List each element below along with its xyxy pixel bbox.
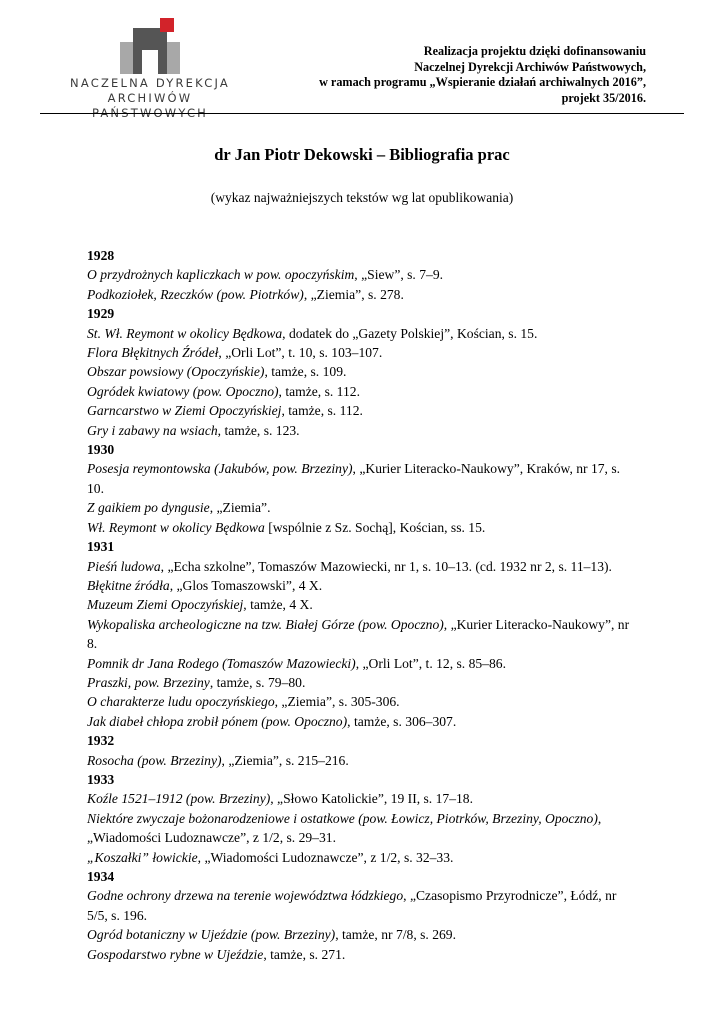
entry-title: Gry i zabawy na wsiach — [87, 422, 218, 438]
entry-details: , „Orli Lot”, t. 10, s. 103–107. — [218, 345, 383, 361]
bibliography-entry — [87, 595, 637, 614]
entry-title: Muzeum Ziemi Opoczyńskiej — [87, 597, 244, 613]
funding-line: projekt 35/2016. — [561, 90, 646, 105]
bibliography-entry — [87, 459, 637, 498]
entry-details: , „Kurier Literacko-Naukowy”, nr 8. — [87, 616, 630, 652]
bibliography-entry — [87, 789, 637, 808]
entry-details: [wspólnie z Sz. Sochą], Kościan, ss. 15. — [264, 519, 486, 535]
bibliography-entry — [87, 886, 637, 925]
entry-title: Ogród botaniczny w Ujeździe (pow. Brzeziny) — [87, 927, 336, 943]
header-divider — [40, 113, 684, 114]
logo-text — [60, 76, 240, 121]
bibliography-entry — [87, 945, 637, 964]
entry-details: , tamże, s. 112. — [278, 383, 360, 399]
entry-title: Garncarstwo w Ziemi Opoczyńskiej — [87, 403, 282, 419]
funding-line: Naczelnej Dyrekcji Archiwów Państwowych, — [414, 59, 646, 74]
bibliography-entry — [87, 518, 637, 537]
archive-building-logo-icon — [120, 18, 180, 76]
year-heading: 1933 — [87, 771, 115, 787]
entry-details: , „Kurier Literacko-Naukowy”, Kraków, nr 17, s. 10. — [87, 461, 621, 496]
entry-title: Posesja reymontowska (Jakubów, pow. Brzeziny) — [87, 461, 353, 477]
entry-details: , „Wiadomości Ludoznawcze”, z 1/2, s. 29–31. — [87, 810, 602, 846]
entry-title: O charakterze ludu opoczyńskiego — [87, 694, 275, 710]
logo-pillar-right-dark — [158, 50, 167, 74]
entry-title: Wykopaliska archeologiczne na tzw. Białej Górze (pow. Opoczno) — [87, 616, 444, 632]
entry-title: Gospodarstwo rybne w Ujeździe — [87, 946, 264, 962]
entry-title: Flora Błękitnych Źródeł — [87, 345, 219, 361]
entry-details: , „Siew”, s. 7–9. — [354, 267, 444, 283]
entry-title: Praszki, pow. Brzeziny — [87, 674, 210, 690]
logo-text-line1: NACZELNA DYREKCJA — [70, 76, 230, 90]
bibliography-entry — [87, 809, 637, 848]
entry-details: , tamże, nr 7/8, s. 269. — [335, 927, 456, 943]
bibliography-entry — [87, 421, 637, 440]
year-heading: 1929 — [87, 306, 115, 322]
entry-title: St. Wł. Reymont w okolicy Będkowa — [87, 325, 283, 341]
logo-pillar-right-light — [167, 42, 180, 74]
year-heading: 1928 — [87, 248, 115, 263]
bibliography-entry — [87, 692, 637, 711]
bibliography-entry — [87, 712, 637, 731]
bibliography-entry — [87, 343, 637, 362]
entry-details: , tamże, s. 271. — [263, 946, 346, 962]
entry-title: O przydrożnych kapliczkach w pow. opoczyńskim — [87, 267, 355, 283]
logo-text-line2: ARCHIWÓW PAŃSTWOWYCH — [91, 91, 209, 120]
bibliography-entry — [87, 673, 637, 692]
bibliography-entry — [87, 324, 637, 343]
page-title: dr Jan Piotr Dekowski – Bibliografia prac — [214, 145, 510, 164]
bibliography-entry — [87, 576, 637, 595]
funding-line: Realizacja projektu dzięki dofinansowaniu — [423, 44, 646, 58]
entry-details: , „Czasopismo Przyrodnicze”, Łódź, nr 5/5, s. 196. — [87, 888, 617, 923]
bibliography-entry — [87, 285, 637, 304]
entry-details: , tamże, s. 79–80. — [209, 674, 306, 690]
funding-note — [246, 44, 646, 106]
entry-details: , „Ziemia”, s. 278. — [303, 286, 404, 302]
bibliography-list — [87, 246, 637, 964]
entry-title: Godne ochrony drzewa na terenie województwa łódzkiego — [87, 888, 404, 904]
entry-title: Jak diabeł chłopa zrobił pónem (pow. Opoczno) — [87, 713, 348, 729]
entry-title: Pomnik dr Jana Rodego (Tomaszów Mazowiecki) — [87, 655, 356, 671]
entry-title: Obszar powsiowy (Opoczyńskie) — [87, 364, 265, 380]
entry-details: , „Orli Lot”, t. 12, s. 85–86. — [355, 655, 506, 671]
entry-title: Podkoziołek, Rzeczków (pow. Piotrków) — [87, 286, 304, 302]
entry-details: , tamże, s. 123. — [217, 422, 300, 438]
logo-pillar-left-light — [120, 42, 133, 74]
year-heading: 1932 — [87, 733, 115, 749]
bibliography-entry — [87, 615, 637, 654]
archive-logo — [60, 18, 240, 120]
entry-details: , tamże, s. 112. — [281, 403, 363, 419]
entry-title: Niektóre zwyczaje bożonarodzeniowe i ostatkowe (pow. Łowicz, Piotrków, Brzeziny, Opoczno) — [87, 810, 598, 826]
bibliography-entry — [87, 362, 637, 381]
bibliography-entry — [87, 848, 637, 867]
entry-title: Koźle 1521–1912 (pow. Brzeziny) — [87, 791, 271, 807]
bibliography-entry — [87, 382, 637, 401]
entry-title: Błękitne źródła — [87, 577, 170, 593]
entry-title: Rosocha (pow. Brzeziny) — [87, 752, 222, 768]
bibliography-entry — [87, 654, 637, 673]
logo-pillar-left-dark — [133, 50, 142, 74]
bibliography-entry — [87, 557, 637, 576]
entry-details: , tamże, 4 X. — [243, 597, 313, 613]
year-heading: 1934 — [87, 869, 115, 884]
bibliography-entry — [87, 925, 637, 944]
year-heading: 1930 — [87, 442, 115, 458]
entry-details: , „Echa szkolne”, Tomaszów Mazowiecki, nr 1, s. 10–13. (cd. 1932 nr 2, s. 11–13). — [160, 558, 612, 574]
entry-title: Pieśń ludowa — [87, 558, 161, 574]
bibliography-entry — [87, 265, 637, 284]
entry-title: Z gaikiem po dyngusie — [87, 500, 210, 516]
bibliography-entry — [87, 498, 637, 517]
bibliography-entry — [87, 751, 637, 770]
entry-details: , tamże, s. 109. — [264, 364, 347, 380]
page-subtitle: (wykaz najważniejszych tekstów wg lat opublikowania) — [210, 190, 514, 205]
entry-details: , „Ziemia”. — [209, 500, 271, 516]
entry-details: , „Wiadomości Ludoznawcze”, z 1/2, s. 32–33. — [197, 849, 454, 865]
entry-details: , „Glos Tomaszowski”, 4 X. — [169, 577, 323, 593]
logo-block-red — [160, 18, 174, 32]
entry-details: , „Ziemia”, s. 305-306. — [274, 694, 400, 710]
entry-details: , „Słowo Katolickie”, 19 II, s. 17–18. — [270, 791, 473, 807]
entry-title: Wł. Reymont w okolicy Będkowa — [87, 519, 265, 535]
entry-details: , dodatek do „Gazety Polskiej”, Kościan, s. 15. — [282, 325, 538, 341]
entry-details: , „Ziemia”, s. 215–216. — [221, 752, 349, 768]
bibliography-entry — [87, 401, 637, 420]
year-heading: 1931 — [87, 539, 115, 555]
entry-details: , tamże, s. 306–307. — [347, 713, 457, 729]
funding-line: w ramach programu „Wspieranie działań archiwalnych 2016”, — [319, 75, 646, 89]
entry-title: „Koszałki” łowickie — [87, 849, 198, 865]
entry-title: Ogródek kwiatowy (pow. Opoczno) — [87, 383, 279, 399]
